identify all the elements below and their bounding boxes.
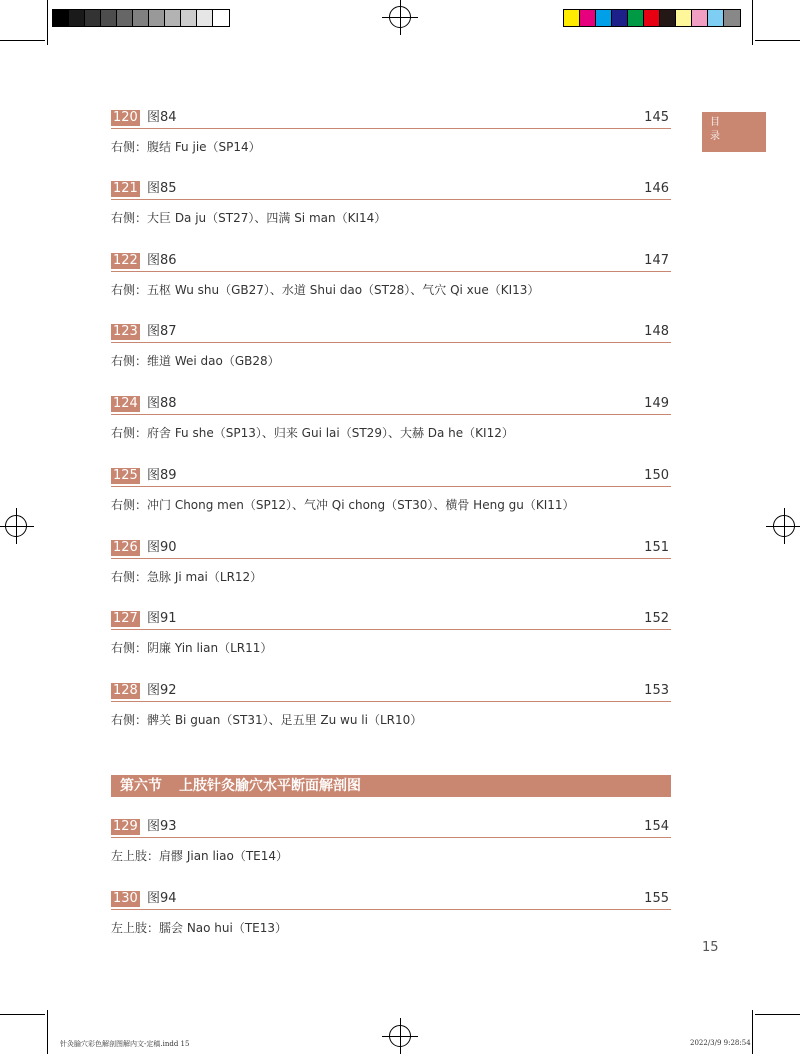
page-ref: 149 — [644, 396, 669, 411]
figure-label: 图89 — [147, 468, 177, 483]
entry-description: 左上肢：肩髎 Jian liao（TE14） — [111, 849, 289, 863]
figure-label: 图84 — [147, 110, 177, 125]
entry-description: 右侧：腹结 Fu jie（SP14） — [111, 140, 261, 154]
entry-description: 右侧：阴廉 Yin lian（LR11） — [111, 641, 273, 655]
entry-description: 右侧：府舍 Fu she（SP13）、归来 Gui lai（ST29）、大赫 Da he（KI12） — [111, 426, 514, 440]
crop-mark — [752, 1010, 753, 1054]
entry-description: 右侧：髀关 Bi guan（ST31）、足五里 Zu wu li（LR10） — [111, 713, 423, 727]
section-title: 上肢针灸腧穴水平断面解剖图 — [179, 778, 361, 794]
entry-description: 左上肢：臑会 Nao hui（TE13） — [111, 921, 288, 935]
toc-entry — [111, 819, 671, 863]
section-header — [111, 775, 671, 797]
toc-entry — [111, 540, 671, 584]
figure-label: 图88 — [147, 396, 177, 411]
registration-mark — [389, 6, 411, 28]
page-ref: 148 — [644, 324, 669, 339]
entry-description: 右侧：大巨 Da ju（ST27）、四满 Si man（KI14） — [111, 211, 387, 225]
slug-timestamp: 2022/3/9 9:28:54 — [690, 1039, 751, 1047]
page-ref: 154 — [644, 819, 669, 834]
figure-label: 图93 — [147, 819, 177, 834]
grayscale-bar — [52, 9, 230, 27]
toc-entry — [111, 611, 671, 655]
toc-entry — [111, 253, 671, 297]
page-ref: 146 — [644, 181, 669, 196]
page-ref: 155 — [644, 891, 669, 906]
entry-description: 右侧：五枢 Wu shu（GB27）、水道 Shui dao（ST28）、气穴 Qi xue（KI13） — [111, 283, 540, 297]
contents-tab — [702, 112, 766, 152]
page-ref: 152 — [644, 611, 669, 626]
crop-mark — [752, 0, 753, 45]
entry-number: 122 — [113, 253, 138, 268]
figure-label: 图90 — [147, 540, 177, 555]
entry-number: 128 — [113, 683, 138, 698]
entry-number: 124 — [113, 396, 138, 411]
entry-number: 121 — [113, 181, 138, 196]
entry-number: 126 — [113, 540, 138, 555]
figure-label: 图92 — [147, 683, 177, 698]
page-ref: 150 — [644, 468, 669, 483]
contents-tab-char: 录 — [710, 131, 720, 142]
entry-description: 右侧：冲门 Chong men（SP12）、气冲 Qi chong（ST30）、横骨 Heng gu（KI11） — [111, 498, 575, 512]
crop-mark — [0, 1014, 45, 1015]
section-label: 第六节 — [120, 778, 162, 794]
page-ref: 153 — [644, 683, 669, 698]
entry-description: 右侧：维道 Wei dao（GB28） — [111, 354, 280, 368]
slug-filename: 针灸腧穴彩色解剖图解内文-定稿.indd 15 — [60, 1040, 190, 1048]
entry-number: 129 — [113, 819, 138, 834]
toc-entry — [111, 324, 671, 368]
registration-mark — [5, 515, 27, 537]
figure-label: 图86 — [147, 253, 177, 268]
figure-label: 图91 — [147, 611, 177, 626]
crop-mark — [47, 1010, 48, 1054]
page-ref: 147 — [644, 253, 669, 268]
contents-tab-char: 目 — [710, 117, 720, 128]
page-ref: 151 — [644, 540, 669, 555]
crop-mark — [755, 1014, 800, 1015]
registration-mark — [389, 1025, 411, 1047]
toc-entry — [111, 396, 671, 440]
crop-mark — [0, 40, 45, 41]
page-ref: 145 — [644, 110, 669, 125]
figure-label: 图87 — [147, 324, 177, 339]
entry-number: 125 — [113, 468, 138, 483]
figure-label: 图94 — [147, 891, 177, 906]
toc-entry — [111, 891, 671, 935]
color-bar — [563, 9, 741, 27]
entry-description: 右侧：急脉 Ji mai（LR12） — [111, 570, 263, 584]
toc-entry — [111, 683, 671, 727]
crop-mark — [755, 40, 800, 41]
figure-label: 图85 — [147, 181, 177, 196]
entry-number: 130 — [113, 891, 138, 906]
crop-mark — [47, 0, 48, 45]
entry-number: 123 — [113, 324, 138, 339]
entry-number: 120 — [113, 110, 138, 125]
entry-number: 127 — [113, 611, 138, 626]
page-number: 15 — [702, 940, 719, 955]
toc-entry — [111, 110, 671, 154]
toc-entry — [111, 181, 671, 225]
registration-mark — [773, 515, 795, 537]
toc-entry — [111, 468, 671, 512]
